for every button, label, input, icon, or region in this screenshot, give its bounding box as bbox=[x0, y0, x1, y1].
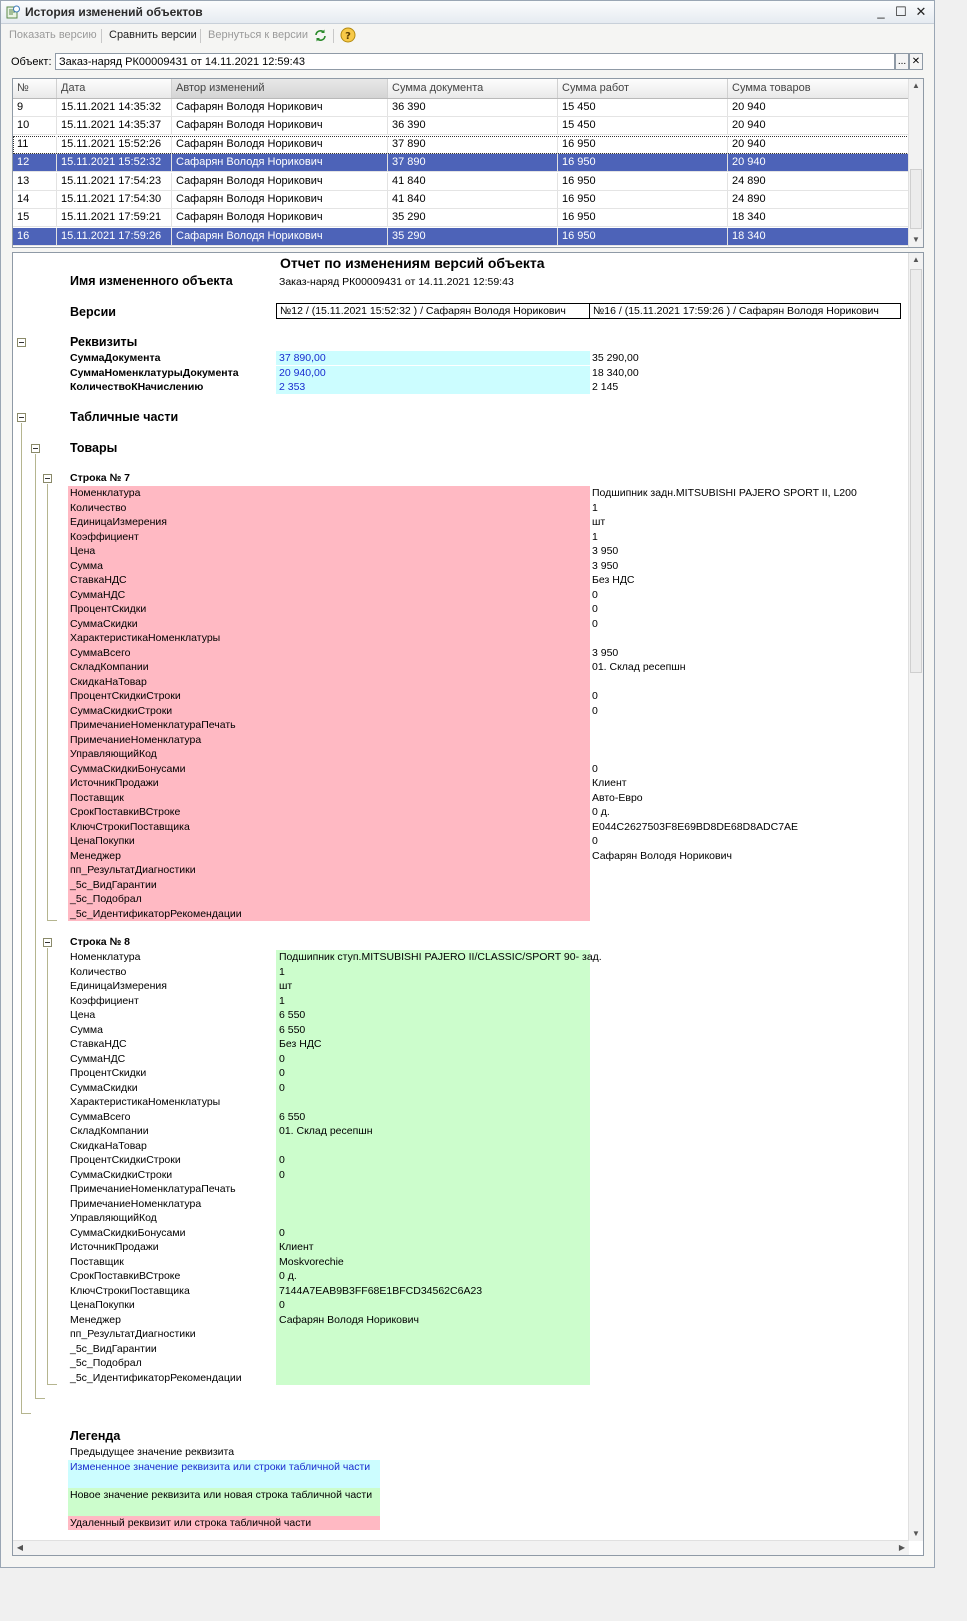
field-name: Количество bbox=[70, 965, 127, 978]
legend-deleted: Удаленный реквизит или строка табличной части bbox=[68, 1516, 380, 1530]
column-header-number[interactable]: № bbox=[13, 79, 57, 98]
field-value: 3 950 bbox=[592, 646, 619, 659]
field-name: УправляющийКод bbox=[70, 748, 157, 760]
report-panel bbox=[12, 252, 924, 1556]
field-name: КлючСтрокиПоставщика bbox=[70, 820, 190, 833]
field-value: 0 bbox=[592, 762, 598, 775]
field-value: шт bbox=[279, 980, 293, 992]
field-name: Количество bbox=[70, 501, 127, 514]
table-cell: 15.11.2021 15:52:26 bbox=[57, 136, 172, 153]
field-name: ХарактеристикаНоменклатуры bbox=[70, 632, 221, 644]
field-name: СтавкаНДС bbox=[70, 1038, 127, 1050]
table-cell: 16 950 bbox=[558, 173, 728, 190]
field-name: СкладКомпании bbox=[70, 1125, 149, 1137]
table-row[interactable] bbox=[13, 99, 909, 117]
table-cell: 41 840 bbox=[388, 191, 558, 208]
requisite-name: СуммаНоменклатурыДокумента bbox=[70, 366, 239, 379]
table-cell: 24 890 bbox=[728, 191, 909, 208]
field-name: СрокПоставкиВСтроке bbox=[70, 1270, 181, 1282]
close-button[interactable]: ✕ bbox=[915, 4, 927, 19]
version-right-box: №16 / (15.11.2021 17:59:26 ) / Сафарян Володя Норикович bbox=[589, 303, 901, 319]
table-cell: 16 950 bbox=[558, 209, 728, 226]
field-value: 3 950 bbox=[592, 559, 619, 572]
field-name: ПроцентСкидкиСтроки bbox=[70, 690, 181, 702]
report-vertical-scrollbar[interactable] bbox=[908, 253, 923, 1541]
field-name: Номенклатура bbox=[70, 487, 141, 499]
field-name: Коэффициент bbox=[70, 530, 139, 543]
field-value: 0 bbox=[592, 835, 598, 847]
field-name: ПроцентСкидки bbox=[70, 1067, 147, 1079]
field-name: СуммаСкидкиСтроки bbox=[70, 704, 173, 717]
tree-line bbox=[47, 484, 48, 920]
field-name: _5с_ВидГарантии bbox=[70, 878, 157, 891]
field-name: ЕдиницаИзмерения bbox=[70, 516, 167, 528]
table-cell: 15.11.2021 15:52:32 bbox=[57, 154, 172, 171]
table-cell: 16 bbox=[13, 228, 57, 245]
field-value: 0 д. bbox=[279, 1270, 297, 1282]
table-cell: 12 bbox=[13, 154, 57, 171]
refresh-icon[interactable] bbox=[313, 28, 328, 43]
tree-line bbox=[35, 454, 36, 1398]
field-value: шт bbox=[592, 516, 606, 528]
row8-label: Строка № 8 bbox=[70, 936, 131, 948]
scroll-down-icon[interactable]: ▼ bbox=[912, 1529, 920, 1538]
table-cell: 15 bbox=[13, 209, 57, 226]
table-row[interactable] bbox=[13, 228, 909, 246]
field-name: СкидкаНаТовар bbox=[70, 1139, 147, 1152]
compare-versions-button[interactable]: Сравнить версии bbox=[109, 29, 197, 41]
field-name: _5с_ИдентификаторРекомендации bbox=[70, 1371, 242, 1384]
scroll-down-icon[interactable]: ▼ bbox=[912, 235, 920, 244]
table-cell: 35 290 bbox=[388, 228, 558, 245]
table-parts-label: Табличные части bbox=[70, 410, 179, 424]
column-header-doc-sum[interactable]: Сумма документа bbox=[388, 79, 558, 98]
minimize-button[interactable]: _ bbox=[877, 4, 885, 19]
table-cell: 15.11.2021 14:35:37 bbox=[57, 117, 172, 134]
tree-line bbox=[35, 1398, 45, 1399]
scroll-right-icon[interactable]: ▶ bbox=[898, 1543, 906, 1552]
collapse-row8-icon[interactable] bbox=[43, 938, 52, 947]
window-title: История изменений объектов bbox=[25, 5, 203, 19]
field-value: 01. Склад ресепшн bbox=[592, 661, 686, 673]
field-name: СтавкаНДС bbox=[70, 574, 127, 586]
field-name: СкидкаНаТовар bbox=[70, 675, 147, 688]
report-title: Отчет по изменениям версий объекта bbox=[280, 255, 545, 271]
field-value: E044C2627503F8E69BD8DE68D8ADC7AE bbox=[592, 820, 799, 833]
requisite-old-value: 2 353 bbox=[276, 380, 590, 394]
goods-label: Товары bbox=[70, 441, 118, 455]
maximize-button[interactable]: ☐ bbox=[895, 4, 907, 19]
show-version-button[interactable]: Показать версию bbox=[9, 29, 97, 41]
requisite-name: СуммаДокумента bbox=[70, 352, 161, 364]
field-name: Менеджер bbox=[70, 1313, 121, 1326]
table-cell: 9 bbox=[13, 99, 57, 116]
object-name-value: Заказ-наряд РК00009431 от 14.11.2021 12:59:43 bbox=[279, 276, 514, 288]
field-value: 3 950 bbox=[592, 545, 619, 557]
table-scrollbar[interactable] bbox=[908, 79, 923, 247]
field-name: ХарактеристикаНоменклатуры bbox=[70, 1096, 221, 1108]
toolbar-separator bbox=[200, 29, 201, 43]
table-cell: 37 890 bbox=[388, 154, 558, 171]
table-cell: Сафарян Володя Норикович bbox=[172, 136, 388, 153]
field-value: Без НДС bbox=[592, 574, 635, 586]
legend-previous: Предыдущее значение реквизита bbox=[70, 1446, 235, 1458]
table-cell: 20 940 bbox=[728, 99, 909, 116]
table-cell: 41 840 bbox=[388, 173, 558, 190]
field-name: ПримечаниеНоменклатура bbox=[70, 1197, 202, 1210]
table-cell: 24 890 bbox=[728, 173, 909, 190]
field-name: СуммаВсего bbox=[70, 1110, 131, 1123]
field-name: _5с_ИдентификаторРекомендации bbox=[70, 907, 242, 920]
field-value: 1 bbox=[592, 501, 598, 514]
field-name: ЕдиницаИзмерения bbox=[70, 980, 167, 992]
table-cell: 15.11.2021 17:59:26 bbox=[57, 228, 172, 245]
field-name: Менеджер bbox=[70, 849, 121, 862]
field-value: 6 550 bbox=[279, 1110, 306, 1123]
history-app-icon bbox=[6, 5, 20, 19]
field-name: Номенклатура bbox=[70, 951, 141, 963]
field-value: 0 bbox=[592, 617, 598, 630]
table-cell: 36 390 bbox=[388, 117, 558, 134]
table-cell: Сафарян Володя Норикович bbox=[172, 209, 388, 226]
field-value: 0 bbox=[592, 588, 598, 601]
table-cell: Сафарян Володя Норикович bbox=[172, 99, 388, 116]
field-name: Коэффициент bbox=[70, 994, 139, 1007]
table-cell: 15.11.2021 17:59:21 bbox=[57, 209, 172, 226]
field-name: СуммаВсего bbox=[70, 646, 131, 659]
versions-label: Версии bbox=[70, 305, 116, 319]
field-name: СкладКомпании bbox=[70, 661, 149, 673]
column-header-works-sum[interactable]: Сумма работ bbox=[558, 79, 728, 98]
table-cell: 16 950 bbox=[558, 228, 728, 245]
tree-line bbox=[21, 1413, 31, 1414]
field-value: 0 bbox=[279, 1052, 285, 1065]
table-cell: 36 390 bbox=[388, 99, 558, 116]
requisite-name: КоличествоКНачислению bbox=[70, 381, 204, 393]
object-name-label: Имя измененного объекта bbox=[70, 274, 233, 288]
field-name: СуммаСкидкиБонусами bbox=[70, 762, 186, 775]
table-cell: 16 950 bbox=[558, 136, 728, 153]
field-value: 0 bbox=[279, 1154, 285, 1166]
field-value: 0 bbox=[279, 1067, 285, 1079]
legend-changed: Измененное значение реквизита или строки табличной части bbox=[68, 1460, 380, 1488]
requisites-label: Реквизиты bbox=[70, 335, 138, 349]
table-cell: 15 450 bbox=[558, 117, 728, 134]
version-left-box: №12 / (15.11.2021 15:52:32 ) / Сафарян Володя Норикович bbox=[276, 303, 590, 319]
field-value: 0 bbox=[279, 1226, 285, 1239]
field-value: Подшипник задн.MITSUBISHI PAJERO SPORT II, L200 bbox=[592, 487, 857, 499]
object-label: Объект: bbox=[11, 56, 52, 68]
field-value: Сафарян Володя Норикович bbox=[279, 1313, 419, 1326]
help-icon[interactable] bbox=[340, 27, 356, 43]
table-row[interactable] bbox=[13, 209, 909, 227]
column-header-goods-sum[interactable]: Сумма товаров bbox=[728, 79, 909, 98]
collapse-row7-icon[interactable] bbox=[43, 474, 52, 483]
field-name: Сумма bbox=[70, 1023, 103, 1036]
object-row bbox=[1, 53, 934, 73]
field-value: 0 bbox=[279, 1168, 285, 1181]
field-name: СуммаСкидкиБонусами bbox=[70, 1226, 186, 1239]
field-name: ЦенаПокупки bbox=[70, 835, 135, 847]
column-header-date[interactable]: Дата bbox=[57, 79, 172, 98]
toolbar-separator bbox=[333, 29, 334, 43]
field-value: 0 bbox=[592, 704, 598, 717]
requisite-new-value: 18 340,00 bbox=[592, 366, 639, 379]
field-value: 7144A7EAB9B3FF68E1BFCD34562C6A23 bbox=[279, 1284, 483, 1297]
versions-table bbox=[12, 78, 924, 248]
table-cell: 37 890 bbox=[388, 136, 558, 153]
field-name: _5с_ВидГарантии bbox=[70, 1342, 157, 1355]
field-name: ПримечаниеНоменклатура bbox=[70, 733, 202, 746]
field-name: ПроцентСкидки bbox=[70, 603, 147, 615]
row7-label: Строка № 7 bbox=[70, 472, 131, 484]
table-cell: Сафарян Володя Норикович bbox=[172, 154, 388, 171]
table-cell: 15.11.2021 17:54:23 bbox=[57, 173, 172, 190]
field-value: 01. Склад ресепшн bbox=[279, 1125, 373, 1137]
table-row[interactable] bbox=[13, 191, 909, 209]
table-cell: 15 450 bbox=[558, 99, 728, 116]
svg-text:?: ? bbox=[345, 31, 351, 42]
table-header bbox=[13, 79, 909, 99]
field-name: СуммаСкидки bbox=[70, 1081, 138, 1094]
field-name: ПримечаниеНоменклатураПечать bbox=[70, 719, 236, 731]
table-cell: Сафарян Володя Норикович bbox=[172, 191, 388, 208]
report-horizontal-scrollbar[interactable] bbox=[13, 1540, 909, 1555]
table-cell: 16 950 bbox=[558, 154, 728, 171]
table-cell: 10 bbox=[13, 117, 57, 134]
column-header-author[interactable]: Автор изменений bbox=[172, 79, 388, 98]
field-name: КлючСтрокиПоставщика bbox=[70, 1284, 190, 1297]
legend-title: Легенда bbox=[70, 1429, 121, 1443]
legend-added: Новое значение реквизита или новая строка табличной части bbox=[68, 1488, 380, 1516]
field-name: УправляющийКод bbox=[70, 1212, 157, 1224]
table-cell: 13 bbox=[13, 173, 57, 190]
tree-line bbox=[47, 920, 57, 921]
field-name: Цена bbox=[70, 1009, 96, 1021]
title-bar bbox=[1, 1, 934, 24]
field-name: СрокПоставкиВСтроке bbox=[70, 806, 181, 818]
field-name: пп_РезультатДиагностики bbox=[70, 1328, 196, 1340]
object-field[interactable]: Заказ-наряд РК00009431 от 14.11.2021 12:59:43 bbox=[55, 53, 895, 70]
table-cell: 20 940 bbox=[728, 117, 909, 134]
field-name: ПроцентСкидкиСтроки bbox=[70, 1154, 181, 1166]
field-value: Авто-Евро bbox=[592, 791, 643, 804]
toolbar-separator bbox=[101, 29, 102, 43]
requisite-old-value: 37 890,00 bbox=[276, 351, 590, 365]
field-name: Поставщик bbox=[70, 791, 124, 804]
collapse-requisites-icon[interactable] bbox=[17, 338, 26, 347]
table-cell: 18 340 bbox=[728, 209, 909, 226]
field-name: ЦенаПокупки bbox=[70, 1299, 135, 1311]
collapse-goods-icon[interactable] bbox=[31, 444, 40, 453]
tree-line bbox=[47, 1384, 57, 1385]
scroll-thumb[interactable] bbox=[910, 269, 922, 673]
field-name: Цена bbox=[70, 545, 96, 557]
tree-line bbox=[21, 423, 22, 1413]
field-name: Поставщик bbox=[70, 1255, 124, 1268]
scroll-left-icon[interactable]: ◀ bbox=[16, 1543, 24, 1552]
table-cell: 15.11.2021 17:54:30 bbox=[57, 191, 172, 208]
field-value: 6 550 bbox=[279, 1023, 306, 1036]
object-clear-button[interactable]: ✕ bbox=[909, 53, 923, 70]
table-cell: 16 950 bbox=[558, 191, 728, 208]
table-row[interactable] bbox=[13, 136, 909, 154]
collapse-table-parts-icon[interactable] bbox=[17, 413, 26, 422]
requisite-old-value: 20 940,00 bbox=[276, 366, 590, 380]
field-value: Подшипник ступ.MITSUBISHI PAJERO II/CLASSIC/SPORT 90- зад. bbox=[279, 951, 602, 963]
field-name: пп_РезультатДиагностики bbox=[70, 864, 196, 876]
field-name: ИсточникПродажи bbox=[70, 777, 159, 789]
field-value: 0 д. bbox=[592, 806, 610, 818]
scroll-up-icon[interactable]: ▲ bbox=[912, 81, 920, 90]
table-cell: 20 940 bbox=[728, 136, 909, 153]
field-value: 0 bbox=[592, 690, 598, 702]
field-name: СуммаСкидкиСтроки bbox=[70, 1168, 173, 1181]
table-row[interactable] bbox=[13, 173, 909, 191]
field-name: _5с_Подобрал bbox=[70, 1357, 142, 1369]
field-value: Клиент bbox=[279, 1241, 314, 1253]
field-value: Клиент bbox=[592, 777, 627, 789]
table-cell: Сафарян Володя Норикович bbox=[172, 228, 388, 245]
object-select-button[interactable]: ... bbox=[895, 53, 909, 70]
field-value: Без НДС bbox=[279, 1038, 322, 1050]
field-value: 1 bbox=[592, 530, 598, 543]
field-name: СуммаСкидки bbox=[70, 617, 138, 630]
field-name: _5с_Подобрал bbox=[70, 893, 142, 905]
table-cell: 18 340 bbox=[728, 228, 909, 245]
scroll-up-icon[interactable]: ▲ bbox=[912, 255, 920, 264]
table-row[interactable] bbox=[13, 154, 909, 172]
scroll-thumb[interactable] bbox=[910, 169, 922, 229]
field-name: СуммаНДС bbox=[70, 1052, 126, 1065]
field-value: Сафарян Володя Норикович bbox=[592, 849, 732, 862]
table-cell: 20 940 bbox=[728, 154, 909, 171]
field-value: Moskvorechie bbox=[279, 1255, 344, 1268]
field-value: 1 bbox=[279, 994, 285, 1007]
revert-to-version-button[interactable]: Вернуться к версии bbox=[208, 29, 309, 41]
field-value: 0 bbox=[279, 1299, 285, 1311]
toolbar bbox=[1, 25, 934, 47]
requisite-new-value: 2 145 bbox=[592, 381, 619, 393]
field-name: Сумма bbox=[70, 559, 103, 572]
table-cell: 11 bbox=[13, 136, 57, 153]
field-value: 0 bbox=[592, 603, 598, 615]
field-value: 6 550 bbox=[279, 1009, 306, 1021]
requisite-new-value: 35 290,00 bbox=[592, 352, 639, 364]
field-value: 0 bbox=[279, 1081, 285, 1094]
table-cell: 35 290 bbox=[388, 209, 558, 226]
tree-line bbox=[47, 948, 48, 1384]
field-value: 1 bbox=[279, 965, 285, 978]
table-cell: 15.11.2021 14:35:32 bbox=[57, 99, 172, 116]
table-cell: 14 bbox=[13, 191, 57, 208]
table-row[interactable] bbox=[13, 117, 909, 135]
field-name: ИсточникПродажи bbox=[70, 1241, 159, 1253]
field-name: СуммаНДС bbox=[70, 588, 126, 601]
table-cell: Сафарян Володя Норикович bbox=[172, 117, 388, 134]
table-cell: Сафарян Володя Норикович bbox=[172, 173, 388, 190]
field-name: ПримечаниеНоменклатураПечать bbox=[70, 1183, 236, 1195]
